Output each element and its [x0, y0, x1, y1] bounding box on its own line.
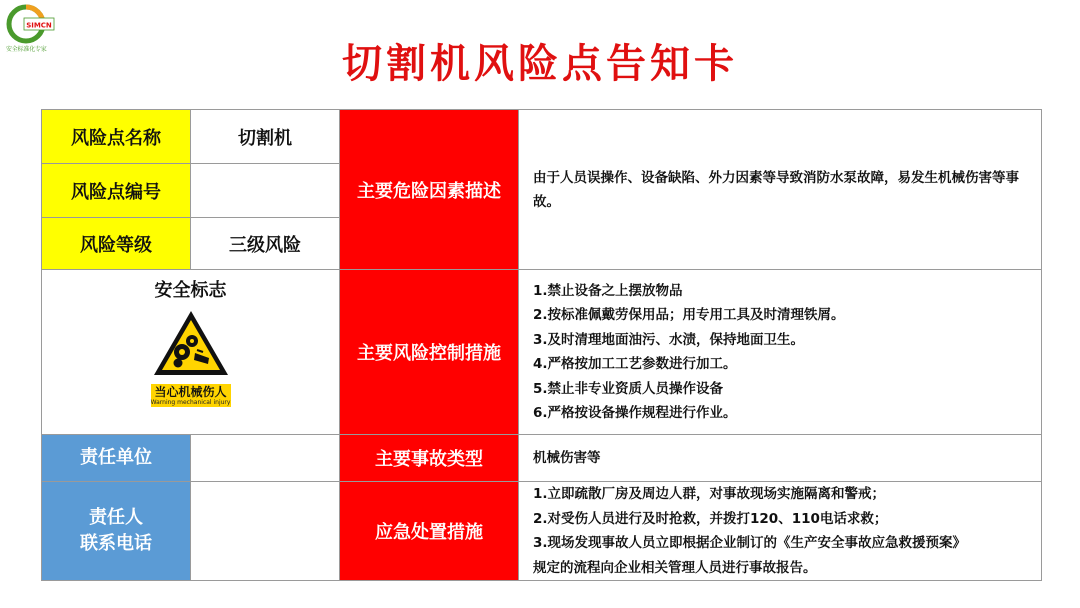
safety-sign-cell — [42, 270, 340, 435]
emergency-list — [519, 482, 1042, 581]
emergency-item: 1.立即疏散厂房及周边人群，对事故现场实施隔离和警戒； — [533, 486, 886, 502]
risk-name-label: 风险点名称 — [42, 110, 191, 164]
risk-level-value: 三级风险 — [191, 218, 340, 270]
emergency-label: 应急处置措施 — [340, 482, 519, 581]
control-item: 6.严格按设备操作规程进行作业。 — [533, 405, 737, 421]
page-title: 切割机风险点告知卡 — [342, 41, 738, 87]
contact-person-label-line2: 联系电话 — [80, 533, 152, 554]
safety-sign-title: 安全标志 — [154, 280, 227, 301]
safety-sign-caption-en: Warning mechanical injury — [150, 399, 231, 406]
safety-sign-caption — [151, 384, 231, 407]
control-list — [519, 270, 1042, 435]
control-item: 5.禁止非专业资质人员操作设备 — [533, 380, 724, 397]
risk-code-label: 风险点编号 — [42, 164, 191, 218]
contact-person-label — [42, 482, 191, 581]
contact-person-label-line1: 责任人 — [89, 507, 143, 528]
safety-sign — [151, 308, 231, 382]
responsible-unit-value — [191, 435, 340, 482]
emergency-item: 3.现场发现事故人员立即根据企业制订的《生产安全事故应急救援预案》 — [533, 535, 967, 551]
risk-level-label: 风险等级 — [42, 218, 191, 270]
logo-badge-text: SIMCN — [26, 21, 52, 30]
control-item: 3.及时清理地面油污、水渍，保持地面卫生。 — [533, 331, 805, 348]
hazard-description: 由于人员误操作、设备缺陷、外力因素等导致消防水泵故障，易发生机械伤害等事故。 — [519, 110, 1042, 270]
risk-info-card — [41, 109, 1042, 581]
gears-hand-warning-icon — [151, 308, 231, 378]
hazard-label: 主要危险因素描述 — [340, 110, 519, 270]
accident-type-value: 机械伤害等 — [519, 435, 1042, 482]
control-label: 主要风险控制措施 — [340, 270, 519, 435]
control-item: 4.严格按加工工艺参数进行加工。 — [533, 356, 737, 372]
accident-type-label: 主要事故类型 — [340, 435, 519, 482]
contact-person-value — [191, 482, 340, 581]
risk-code-value — [191, 164, 340, 218]
control-item: 2.按标准佩戴劳保用品；用专用工具及时清理铁屑。 — [533, 307, 845, 323]
control-item: 1.禁止设备之上摆放物品 — [533, 282, 683, 299]
risk-name-value: 切割机 — [191, 110, 340, 164]
emergency-item: 2.对受伤人员进行及时抢救，并拨打120、110电话求救； — [533, 510, 888, 527]
safety-sign-caption-cn: 当心机械伤人 — [154, 385, 227, 399]
responsible-unit-label: 责任单位 — [42, 435, 191, 482]
emergency-item: 规定的流程向企业相关管理人员进行事故报告。 — [533, 559, 817, 576]
logo-org-text: 安全标准化专家 — [6, 46, 47, 53]
